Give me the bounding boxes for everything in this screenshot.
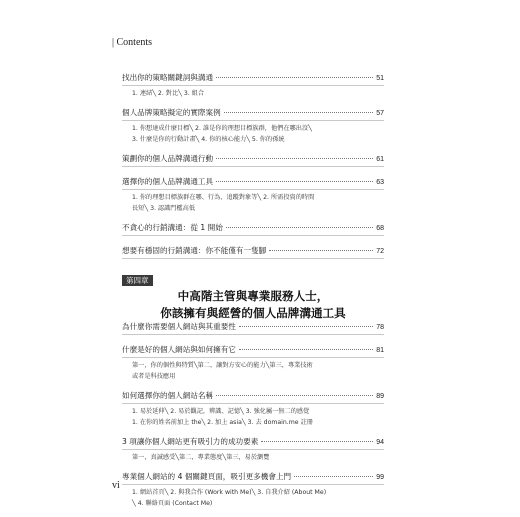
toc-entry-title: 專業個人網站的 4 個關鍵頁面，吸引更多機會上門	[122, 472, 292, 481]
toc-entry-line	[122, 245, 384, 257]
toc-entry-subitems: ╲ 4. 聯絡頁面 (Contact Me)	[132, 500, 213, 507]
toc-entry[interactable]	[122, 321, 384, 335]
toc-entry-page: 72	[376, 248, 384, 255]
toc-entry-line	[122, 436, 384, 448]
entry-divider	[122, 166, 384, 167]
toc-entry[interactable]	[122, 72, 384, 99]
toc-entry-title: 不貪心的行銷溝通：從 1 開始	[122, 223, 223, 232]
toc-entry-subitems: 長短╲ 3. 認識門檻高低	[132, 205, 196, 212]
toc-entry-title: 如何選擇你的個人網站名稱	[122, 391, 214, 400]
toc-entry-line	[122, 153, 384, 165]
toc-entry-page: 68	[376, 225, 384, 232]
dot-leader	[224, 112, 373, 113]
toc-entry[interactable]	[122, 107, 384, 145]
chapter-title-line-1: 中高階主管與專業服務人士，	[177, 289, 329, 303]
toc-entry-page: 63	[376, 179, 384, 186]
toc-entry-page: 57	[376, 110, 384, 117]
toc-entry-subitems: 第一，真誠感受╲第二，專業態度╲第三，易於瀏覽	[132, 454, 270, 461]
toc-entry[interactable]	[122, 436, 384, 463]
toc-entry-title: 想要有穩固的行銷溝通：你不能僅有一隻腳	[122, 246, 267, 255]
toc-entry-subitems: 3. 什麼是你的行動計畫╲ 4. 你的核心能力╲ 5. 你的孫統	[132, 136, 285, 143]
toc-entry-title: 為什麼你需要個人網站與其重要性	[122, 322, 236, 331]
toc-entry[interactable]	[122, 153, 384, 167]
toc-entry-subitems: 第一，你的個性與特質╲第二，讓對方安心的能力╲第三，專業技術	[132, 362, 313, 369]
running-header: | Contents	[112, 37, 153, 48]
toc-entry-title: 策劃你的個人品牌溝通行動	[122, 154, 214, 163]
dot-leader	[239, 349, 373, 350]
toc-entry-page: 94	[376, 439, 384, 446]
page-number: vi	[112, 480, 120, 491]
toc-entry[interactable]	[122, 222, 384, 236]
toc-entry-line	[122, 107, 384, 119]
entry-divider	[122, 235, 384, 236]
toc-entry-page: 78	[376, 324, 384, 331]
dot-leader	[226, 227, 373, 228]
toc-entry-page: 51	[376, 75, 384, 82]
toc-entry-title: 個人品牌策略擬定的實際案例	[122, 108, 221, 117]
toc-entry-title: 找出你的策略關鍵詞與溝通	[122, 73, 214, 82]
toc-entry[interactable]	[122, 471, 384, 509]
toc-entry-subitems: 1. 連結╲ 2. 對比╲ 3. 組合	[132, 90, 205, 97]
toc-entry-title: 選擇你的個人品牌溝通工具	[122, 177, 214, 186]
toc-entry-subitems: 1. 網站首頁╲ 2. 與我合作 (Work with Me)╲ 3. 自我介紹 (About Me)	[132, 489, 327, 496]
dot-leader	[216, 395, 373, 396]
toc-entry-page: 89	[376, 393, 384, 400]
toc-entry-line	[122, 471, 384, 483]
chapter-tag: 第四章	[122, 275, 153, 286]
toc-entry-subitems: 1. 易於延伸╲ 2. 易於觀記，辨識、記憶╲ 3. 強化屬一無二的感覺	[132, 408, 310, 415]
toc-entry-line	[122, 72, 384, 84]
toc-section-a	[122, 72, 384, 268]
dot-leader	[216, 181, 373, 182]
toc-entry-line	[122, 344, 384, 356]
dot-leader	[239, 326, 373, 327]
table-of-contents	[122, 72, 384, 517]
entry-divider	[122, 334, 384, 335]
entry-divider	[122, 258, 384, 259]
toc-entry-subitems: 或者是科技應用	[132, 373, 176, 380]
toc-entry[interactable]	[122, 176, 384, 214]
toc-entry[interactable]	[122, 390, 384, 428]
toc-entry-subitems: 1. 在你的姓名前加上 the╲ 2. 加上 asia╲ 3. 去 domain.me 註冊	[132, 419, 313, 426]
toc-entry-page: 99	[376, 474, 384, 481]
dot-leader	[216, 77, 373, 78]
dot-leader	[216, 158, 373, 159]
toc-section-b	[122, 321, 384, 517]
toc-entry-page: 61	[376, 156, 384, 163]
toc-entry-subitems: 1. 你想達成什麼目標╲ 2. 誰是你的理想目標族群，他們在哪出沒╲	[132, 125, 312, 132]
chapter-heading	[122, 268, 384, 321]
dot-leader	[294, 476, 373, 477]
toc-entry[interactable]	[122, 344, 384, 382]
chapter-title-line-2: 你該擁有與經營的個人品牌溝通工具	[160, 306, 346, 320]
toc-entry-line	[122, 321, 384, 333]
toc-entry-line	[122, 176, 384, 188]
toc-entry-subitems: 1. 你的理想目標族群在哪、行為、追蹤對象等╲ 2. 所需投資的時間	[132, 194, 315, 201]
toc-entry-line	[122, 390, 384, 402]
toc-entry-page: 81	[376, 347, 384, 354]
dot-leader	[269, 250, 373, 251]
toc-entry-title: 什麼是好的個人網站與如何擁有它	[122, 345, 236, 354]
dot-leader	[261, 441, 373, 442]
toc-entry-line	[122, 222, 384, 234]
toc-entry[interactable]	[122, 245, 384, 259]
toc-entry-title: 3 項讓你個人網站更有吸引力的成功要素	[122, 437, 259, 446]
